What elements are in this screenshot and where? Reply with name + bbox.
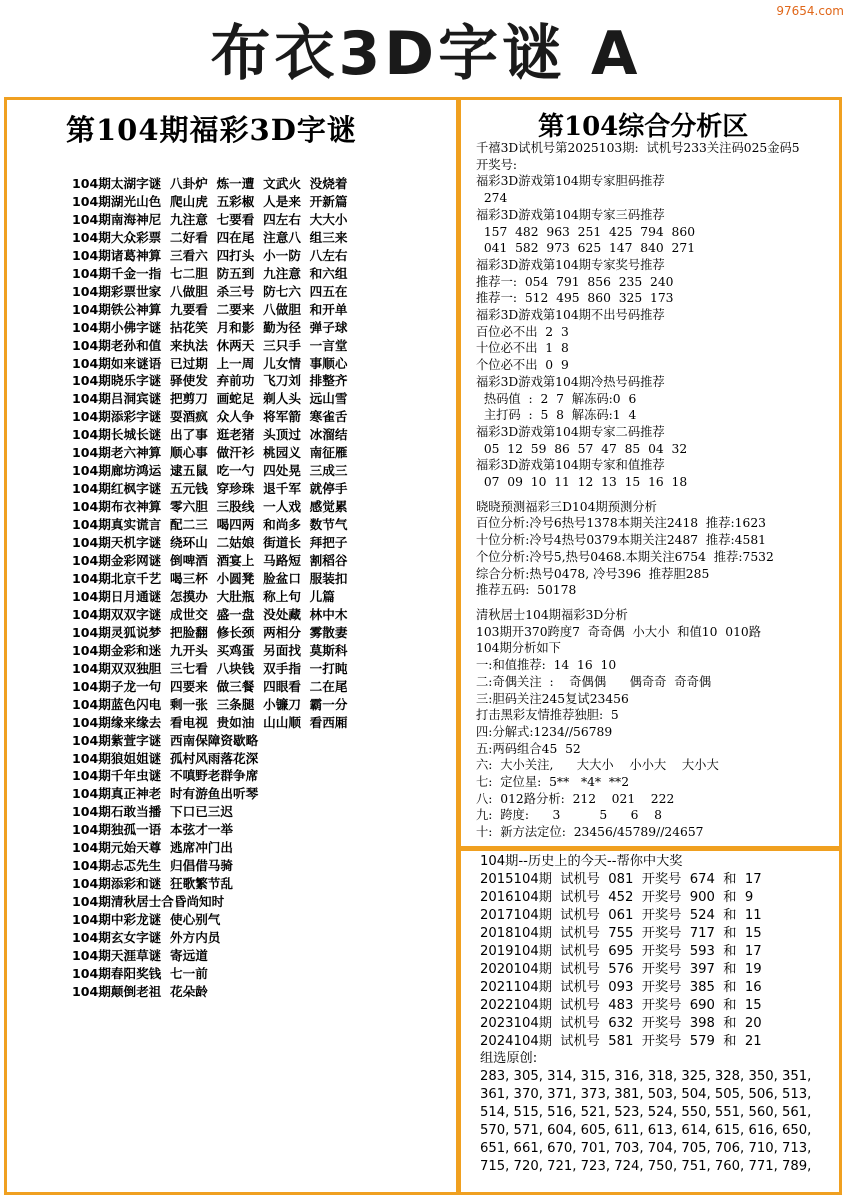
analysis-line: 一:和值推荐: 14 16 10 (476, 658, 617, 673)
riddle-line: 104期千金一指 七二胆 防五到 九注意 和六组 (72, 265, 348, 281)
riddle-line: 104期紫萱字谜 西南保障资歇略 (72, 732, 259, 748)
riddle-line: 104期添彩字谜 耍酒疯 众人争 将军箭 寒雀舌 (72, 409, 348, 425)
analysis-line: 十位必不出 1 8 (476, 341, 569, 356)
analysis-line: 福彩3D游戏第104期专家二码推荐 (476, 424, 665, 439)
riddle-line: 104期红枫字谜 五元钱 穿珍珠 退千军 就停手 (72, 481, 348, 497)
history-title: 104期--历史上的今天--帮你中大奖 (480, 854, 683, 869)
riddle-line: 104期诸葛神算 三看六 四打头 小一防 八左右 (72, 247, 348, 263)
riddle-line: 104期大众彩票 二好看 四在尾 注意八 组三来 (72, 229, 348, 245)
riddle-line: 104期子龙一句 四要来 做三餐 四眼看 二在尾 (72, 678, 348, 694)
group-line: 651, 661, 670, 701, 703, 704, 705, 706, 710, 713, (480, 1141, 812, 1157)
group-line: 283, 305, 314, 315, 316, 318, 325, 328, 350, 351, (480, 1069, 812, 1085)
riddle-line: 104期春阳奖钱 七一前 (72, 965, 208, 981)
riddle-line: 104期晓乐字谜 驿使发 弃前功 飞刀刘 排整齐 (72, 373, 348, 389)
history-row: 2015104期 试机号 081 开奖号 674 和 17 (480, 871, 762, 887)
riddle-line: 104期中彩龙谜 使心别气 (72, 912, 221, 928)
history-list (480, 853, 840, 1176)
riddle-line: 104期独孤一语 本弦才一举 (72, 822, 233, 838)
analysis-line: 九: 跨度: 3 5 6 8 (476, 808, 662, 823)
section-divider (456, 846, 842, 851)
history-row: 2016104期 试机号 452 开奖号 900 和 9 (480, 889, 754, 905)
riddle-line: 104期狼姐姐谜 孤村风雨落花深 (72, 750, 259, 766)
analysis-line: 晓晓预测福彩三D104期预测分析 (476, 499, 657, 514)
analysis-line: 千禧3D试机号第2025103期: 试机号233关注码025金码5 (476, 141, 800, 155)
riddle-line: 104期忐忑先生 归倡借马骑 (72, 858, 233, 874)
analysis-section-title: 第104综合分析区 (538, 112, 749, 142)
analysis-line: 清秋居士104期福彩3D分析 (476, 607, 628, 622)
riddle-line: 104期彩票世家 八做胆 杀三号 防七六 四五在 (72, 283, 348, 299)
riddle-line: 104期双双独胆 三七看 八块钱 双手指 一打盹 (72, 660, 348, 676)
analysis-line: 07 09 10 11 12 13 15 16 18 (476, 475, 688, 490)
group-line: 570, 571, 604, 605, 611, 613, 614, 615, 616, 650, (480, 1123, 812, 1139)
analysis-line: 十位分析:冷号4热号0379本期关注2487 推荐:4581 (476, 533, 766, 548)
riddle-line: 104期真实谎言 配二三 喝四两 和尚多 数节气 (72, 517, 348, 533)
analysis-line: 八: 012路分析: 212 021 222 (476, 791, 675, 806)
riddle-section-title: 第104期福彩3D字谜 (66, 113, 357, 147)
analysis-line: 六: 大小关注, 大大小 小小大 大小大 (476, 758, 719, 773)
history-row: 2024104期 试机号 581 开奖号 579 和 21 (480, 1033, 762, 1049)
analysis-line (476, 491, 841, 499)
analysis-line: 四:分解式:1234//56789 (476, 724, 613, 739)
riddle-line: 104期缘来缘去 看电视 贵如油 山山顺 看西厢 (72, 714, 348, 730)
group-line: 514, 515, 516, 521, 523, 524, 550, 551, 560, 561, (480, 1105, 812, 1121)
analysis-line: 个位分析:冷号5,热号0468.本期关注6754 推荐:7532 (476, 549, 774, 564)
riddle-line: 104期天机字谜 绕环山 二姑娘 街道长 拜把子 (72, 535, 348, 551)
analysis-line: 福彩3D游戏第104期不出号码推荐 (476, 308, 665, 323)
analysis-line: 福彩3D游戏第104期专家奖号推荐 (476, 257, 665, 272)
riddle-line: 104期金彩和迷 九开头 买鸡蛋 另面找 莫斯科 (72, 642, 348, 658)
analysis-line: 热码值 : 2 7 解冻码:0 6 (476, 391, 637, 406)
riddle-line: 104期千年虫谜 不嗔野老群争席 (72, 768, 259, 784)
svg-text:布衣3D字谜 A: 布衣3D字谜 A (210, 19, 642, 89)
riddle-line: 104期南海神尼 九注意 七要看 四左右 大大小 (72, 211, 348, 227)
riddle-line: 104期玄女字谜 外方内员 (72, 930, 221, 946)
analysis-line: 推荐一: 054 791 856 235 240 (476, 274, 674, 289)
analysis-line: 104期分析如下 (476, 641, 561, 656)
riddle-line: 104期太湖字谜 八卦炉 炼一遭 文武火 没烧着 (72, 176, 348, 191)
analysis-line: 推荐五码: 50178 (476, 583, 577, 598)
riddle-list (72, 175, 347, 1001)
riddle-line: 104期添彩和谜 狂歌繁节乱 (72, 876, 233, 892)
history-row: 2023104期 试机号 632 开奖号 398 和 20 (480, 1015, 762, 1031)
history-row: 2020104期 试机号 576 开奖号 397 和 19 (480, 961, 762, 977)
analysis-line: 五:两码组合45 52 (476, 741, 581, 756)
analysis-line: 综合分析:热号0478, 冷号396 推荐胆285 (476, 566, 710, 581)
banner (0, 0, 850, 98)
history-row: 2019104期 试机号 695 开奖号 593 和 17 (480, 943, 762, 959)
riddle-line: 104期天涯草谜 寄远道 (72, 947, 208, 963)
riddle-line: 104期廊坊鸿运 逮五鼠 吃一勺 四处晃 三成三 (72, 463, 348, 479)
analysis-line: 三:胆码关注245复试23456 (476, 691, 629, 706)
analysis-line: 福彩3D游戏第104期专家三码推荐 (476, 207, 665, 222)
analysis-line: 福彩3D游戏第104期专家胆码推荐 (476, 174, 665, 189)
analysis-line: 福彩3D游戏第104期冷热号码推荐 (476, 374, 665, 389)
banner-title-art (0, 0, 850, 98)
analysis-line: 百位分析:冷号6热号1378本期关注2418 推荐:1623 (476, 516, 766, 531)
riddle-line: 104期石敢当播 下口已三迟 (72, 804, 233, 820)
riddle-line: 104期日月通谜 怎摸办 大肚瓶 称上句 儿篇 (72, 588, 335, 604)
analysis-line: 103期开370跨度7 奇奇偶 小大小 和值10 010路 (476, 624, 762, 639)
riddle-line: 104期吕洞宾谜 把剪刀 画蛇足 剃人头 远山雪 (72, 391, 348, 407)
riddle-line: 104期金彩网谜 倒啤酒 酒宴上 马路短 割稻谷 (72, 553, 348, 569)
riddle-line: 104期灵狐说梦 把脸翻 修长颈 两相分 雾散妻 (72, 624, 348, 640)
analysis-line: 百位必不出 2 3 (476, 324, 569, 339)
riddle-line: 104期铁公神算 九要看 二要来 八做胆 和开单 (72, 301, 348, 317)
analysis-line: 041 582 973 625 147 840 271 (476, 241, 696, 256)
analysis-line: 七: 定位星: 5** *4* **2 (476, 775, 630, 790)
riddle-line: 104期老六神算 顺心事 做汗衫 桃园义 南征雁 (72, 445, 348, 461)
riddle-line: 104期布衣神算 零六胆 三股线 一人戏 感觉累 (72, 499, 348, 515)
analysis-line: 274 (476, 191, 508, 206)
analysis-line: 十: 新方法定位: 23456/45789//24657 (476, 825, 704, 840)
history-row: 2017104期 试机号 061 开奖号 524 和 11 (480, 907, 762, 923)
riddle-line: 104期蓝色闪电 剩一张 三条腿 小镰刀 霸一分 (72, 696, 348, 712)
analysis-line: 推荐一: 512 495 860 325 173 (476, 291, 674, 306)
site-watermark: 97654.com (776, 4, 844, 18)
riddle-line: 104期老孙和值 来执法 休两天 三只手 一言堂 (72, 337, 348, 353)
riddle-line: 104期真正神老 时有游鱼出听琴 (72, 786, 259, 802)
riddle-line: 104期清秋居士合昏尚知时 (72, 894, 225, 910)
analysis-line: 福彩3D游戏第104期专家和值推荐 (476, 458, 665, 473)
riddle-line: 104期双双字谜 成世交 盛一盘 没处藏 林中木 (72, 606, 348, 622)
group-line: 715, 720, 721, 723, 724, 750, 751, 760, 771, 789, (480, 1159, 812, 1175)
riddle-line: 104期湖光山色 爬山虎 五彩椒 人是来 开新篇 (72, 193, 348, 209)
riddle-line: 104期元始天尊 逃席冲门出 (72, 840, 233, 856)
analysis-line: 主打码 : 5 8 解冻码:1 4 (476, 408, 637, 423)
history-row: 2018104期 试机号 755 开奖号 717 和 15 (480, 925, 762, 941)
group-line: 361, 370, 371, 373, 381, 503, 504, 505, 506, 513, (480, 1087, 812, 1103)
riddle-line: 104期长城长谜 出了事 逛老猪 头顶过 冰溜结 (72, 427, 348, 443)
analysis-line: 打击黑彩友情推荐独胆: 5 (476, 708, 619, 723)
history-row: 2022104期 试机号 483 开奖号 690 和 15 (480, 997, 762, 1013)
analysis-list (476, 140, 841, 841)
riddle-line: 104期北京千艺 喝三杯 小圆凳 脸盆口 服装扣 (72, 570, 348, 586)
history-row: 2021104期 试机号 093 开奖号 385 和 16 (480, 979, 762, 995)
riddle-line: 104期颠倒老祖 花朵龄 (72, 983, 208, 999)
analysis-line (476, 599, 841, 607)
analysis-line: 个位必不出 0 9 (476, 358, 569, 373)
riddle-line: 104期小佛字谜 拈花笑 月和影 勤为径 弹子球 (72, 319, 348, 335)
column-divider (456, 97, 461, 1195)
analysis-line: 157 482 963 251 425 794 860 (476, 224, 696, 239)
analysis-line: 二:奇偶关注 : 奇偶偶 偶奇奇 奇奇偶 (476, 674, 712, 689)
group-title: 组选原创: (480, 1051, 538, 1067)
analysis-line: 05 12 59 86 57 47 85 04 32 (476, 441, 688, 456)
riddle-line: 104期如来谜语 已过期 上一周 儿女情 事顺心 (72, 355, 348, 371)
analysis-line: 开奖号: (476, 157, 518, 172)
